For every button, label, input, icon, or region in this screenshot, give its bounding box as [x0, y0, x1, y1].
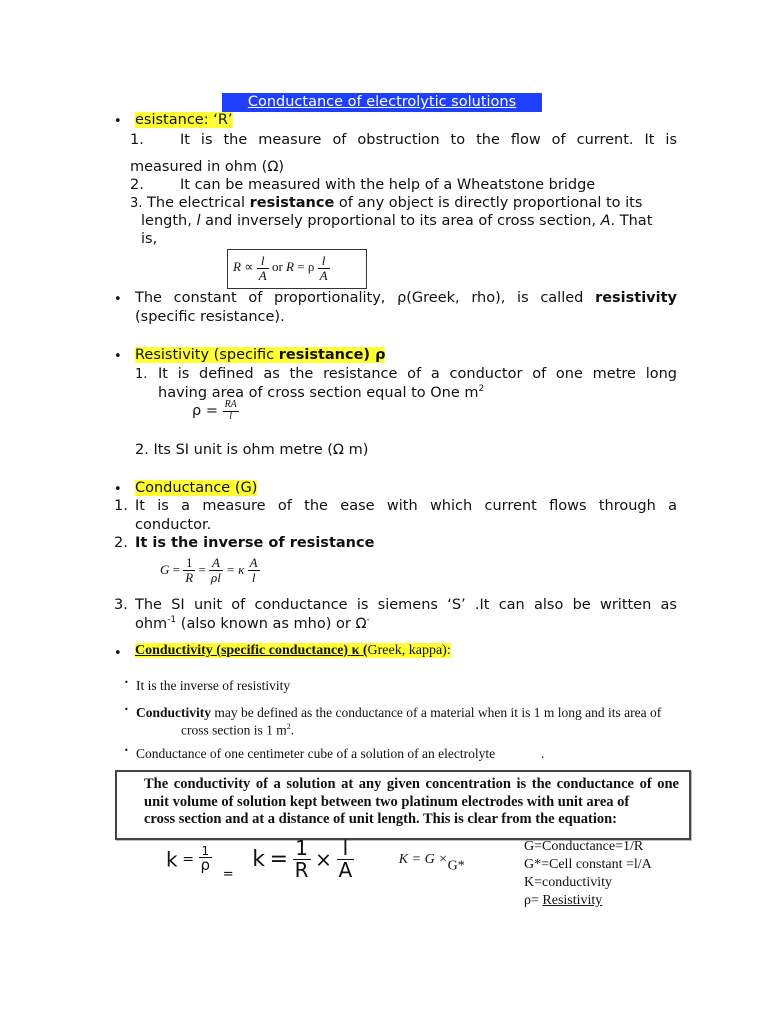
resistance-item3-line2: length, l and inversely proportional to its area of cross section, A. That: [141, 213, 653, 229]
list-number: 2.: [114, 535, 128, 551]
resistance-formula: R ∝ $\frac{l}{A}$ or R = ρ $\frac{l}{A}$: [227, 249, 367, 289]
bullet-marker: •: [114, 482, 122, 497]
small-bullet: •: [124, 746, 129, 755]
bullet-marker: •: [114, 646, 122, 661]
resistivity-item1-line2: having area of cross section equal to One $m^2$: [158, 384, 485, 401]
conductivity-item3: Conductance of one centimeter cube of a solution of an electrolyte: [136, 746, 496, 761]
box-line3: cross section and at a distance of unit length. This is clear from the equation:: [144, 811, 618, 827]
list-number: 1.: [114, 498, 128, 514]
resistivity-formula: ρ = $\frac{RA}{l}$: [192, 399, 237, 422]
list-number: 1.: [135, 367, 148, 382]
conductivity-item3-dot: .: [541, 746, 545, 761]
bullet-marker: •: [114, 114, 122, 129]
resistance-item3-line3: is,: [141, 231, 158, 247]
formula-legend: [524, 838, 652, 910]
final-formula: k = $\frac{1}{\rho}$ = k = $\frac{1}{R}$ × $\frac{l}{A}$ K = G ×G*: [166, 836, 465, 882]
conductivity-heading: Conductivity (specific conductance) κ (Greek, kappa):: [135, 643, 451, 658]
legend-line4: ρ= Resistivity: [524, 893, 603, 908]
conductance-item1-line1: It is a measure of the ease with which current flows through a: [135, 498, 677, 514]
conductivity-item2: Conductivity may be defined as the conductance of a material when it is 1 m long and its area of: [136, 705, 662, 720]
list-number: 2.: [130, 177, 144, 193]
list-number: 3.: [114, 597, 128, 613]
legend-line2: G*=Cell constant =l/A: [524, 857, 652, 872]
resistivity-item1-line1: It is defined as the resistance of a conductor of one metre long: [158, 366, 677, 382]
constant-line2: (specific resistance).: [135, 309, 285, 325]
resistivity-item2: 2. Its SI unit is ohm metre (Ω m): [135, 442, 369, 458]
definition-box: [115, 770, 691, 840]
conductance-item1-line2: conductor.: [135, 517, 212, 533]
small-bullet: •: [124, 678, 129, 687]
resistivity-heading: Resistivity (specific resistance) ρ: [135, 347, 386, 363]
bullet-marker: •: [114, 349, 122, 364]
resistance-item2: It can be measured with the help of a Wheatstone bridge: [180, 177, 596, 193]
conductance-formula: G = $\frac{1}{R}$ = $\frac{A}{\rho l}$ = κ $\frac{A}{l}$: [160, 555, 258, 585]
conductance-item3-line2: ohm$^{-1}$ (also known as mho) or Ω-: [135, 615, 370, 632]
resistance-item1-line1: It is the measure of obstruction to the flow of current. It is: [180, 132, 677, 148]
list-number: 1.: [130, 132, 144, 148]
conductance-item3-line1: The SI unit of conductance is siemens ‘S’ .It can also be written as: [135, 597, 677, 613]
page-title: Conductance of electrolytic solutions: [222, 93, 542, 112]
box-line2: unit volume of solution kept between two platinum electrodes with unit area of: [144, 793, 630, 810]
conductivity-item2-line2: cross section is 1 $m^2$.: [181, 722, 295, 738]
box-line1: The conductivity of a solution at any given concentration is the conductance of one: [144, 776, 679, 792]
legend-line1: G=Conductance=1/R: [524, 839, 644, 854]
small-bullet: •: [124, 705, 129, 714]
constant-line1: The constant of proportionality, ρ(Greek, rho), is called resistivity: [135, 290, 677, 306]
legend-line3: K=conductivity: [524, 875, 612, 890]
conductance-item2: It is the inverse of resistance: [135, 535, 375, 551]
resistance-item3: 3. The electrical resistance of any object is directly proportional to its: [130, 195, 643, 211]
conductance-heading: Conductance (G): [135, 480, 258, 496]
bullet-marker: •: [114, 292, 122, 307]
resistance-heading: esistance: ‘R’: [135, 112, 233, 128]
conductivity-item1: It is the inverse of resistivity: [136, 678, 291, 693]
resistance-item1-line2: measured in ohm (Ω): [130, 159, 285, 175]
